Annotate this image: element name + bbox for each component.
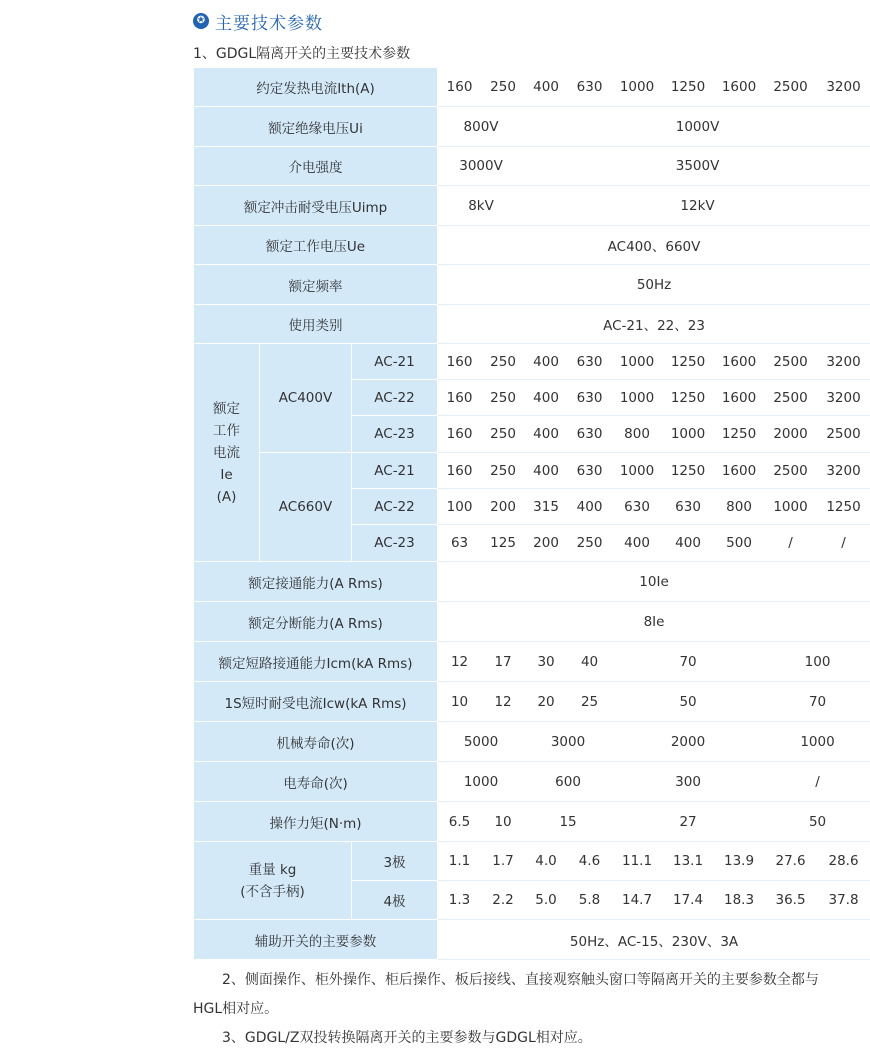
table-row [194,107,870,147]
table-cell: 6.5 [438,802,482,842]
table-cell: / [765,762,870,802]
table-cell: 1000 [438,762,525,802]
table-cell: 200 [525,525,568,562]
table-cell: 250 [482,68,525,107]
table-cell: 1000 [612,453,663,489]
table-cell: 400 [525,68,568,107]
row-label: 额定冲击耐受电压Uimp [194,186,438,226]
table-cell: 1000 [612,68,663,107]
table-cell: 3200 [817,68,870,107]
row-label: 额定短路接通能力Icm(kA Rms) [194,642,438,682]
table-cell: 70 [765,682,870,722]
table-cell: 630 [663,489,714,525]
table-cell: 50 [612,682,765,722]
table-cell: 37.8 [817,881,870,920]
table-cell: 1000 [663,416,714,453]
table-cell: 15 [525,802,612,842]
table-cell: 2500 [817,416,870,453]
table-cell: 5.0 [525,881,568,920]
table-cell: 400 [525,453,568,489]
table-cell: AC400、660V [438,226,870,265]
table-row [194,762,870,802]
table-cell: 2.2 [482,881,525,920]
row-label: 使用类别 [194,305,438,344]
row-label: 1S短时耐受电流Icw(kA Rms) [194,682,438,722]
table-row [194,344,870,380]
table-cell: 1250 [714,416,765,453]
table-cell: 17.4 [663,881,714,920]
category-label: AC-22 [352,489,438,525]
table-cell: 3000V [438,147,525,186]
table-cell: 20 [525,682,568,722]
row-label: 额定绝缘电压Ui [194,107,438,147]
table-cell: 11.1 [612,842,663,881]
table-cell: 400 [525,380,568,416]
table-cell: AC-21、22、23 [438,305,870,344]
table-row [194,453,870,489]
row-label: 电寿命(次) [194,762,438,802]
table-cell: 160 [438,68,482,107]
table-cell: 630 [568,380,612,416]
table-cell: 70 [612,642,765,682]
weight-label: 重量 kg (不含手柄) [194,842,352,920]
table-cell: 12 [438,642,482,682]
table-row [194,842,870,881]
table-cell: 10 [438,682,482,722]
category-label: AC-21 [352,453,438,489]
table-cell: 28.6 [817,842,870,881]
section-header [193,9,323,33]
table-cell: 200 [482,489,525,525]
table-row [194,602,870,642]
row-label: 辅助开关的主要参数 [194,920,438,960]
table-cell: 10Ie [438,562,870,602]
table-cell: 800 [612,416,663,453]
table-cell: 4.6 [568,842,612,881]
table-cell: 2000 [612,722,765,762]
row-label: 操作力矩(N·m) [194,802,438,842]
table-cell: 1250 [663,344,714,380]
table-cell: 3500V [525,147,870,186]
table-cell: 3000 [525,722,612,762]
table-cell: 50Hz [438,265,870,305]
table-cell: 1600 [714,344,765,380]
table-cell: 12 [482,682,525,722]
table-cell: 2500 [765,380,817,416]
table-cell: 13.9 [714,842,765,881]
table-cell: 1000 [612,344,663,380]
table-cell: 30 [525,642,568,682]
pole-label: 3极 [352,842,438,881]
table-cell: 160 [438,344,482,380]
table-cell: 12kV [525,186,870,226]
table-cell: 400 [612,525,663,562]
table-cell: 1250 [663,453,714,489]
table-cell: 500 [714,525,765,562]
note-2-line-1: 2、侧面操作、柜外操作、柜后操作、板后接线、直接观察触头窗口等隔离开关的主要参数全都与 [222,972,819,988]
ie-label: 额定 工作 电流 Ie (A) [194,344,260,562]
table-cell: 5.8 [568,881,612,920]
table-cell: 1600 [714,68,765,107]
row-label: 额定分断能力(A Rms) [194,602,438,642]
table-row [194,226,870,265]
pole-label: 4极 [352,881,438,920]
table-cell: 250 [482,344,525,380]
table-cell: 13.1 [663,842,714,881]
table-cell: 800 [714,489,765,525]
table-cell: 100 [438,489,482,525]
table-row [194,920,870,960]
table-cell: 63 [438,525,482,562]
table-cell: 3200 [817,344,870,380]
table-cell: 100 [765,642,870,682]
table-row [194,642,870,682]
table-row [194,802,870,842]
table-caption: 1、GDGL隔离开关的主要技术参数 [193,46,411,62]
table-cell: 18.3 [714,881,765,920]
table-cell: 40 [568,642,612,682]
table-cell: 10 [482,802,525,842]
table-cell: / [765,525,817,562]
table-row [194,682,870,722]
table-cell: 2500 [765,453,817,489]
table-cell: 1.1 [438,842,482,881]
table-cell: 400 [663,525,714,562]
table-cell: 1000V [525,107,870,147]
table-cell: 160 [438,416,482,453]
table-cell: 630 [568,416,612,453]
table-cell: 300 [612,762,765,802]
table-cell: 36.5 [765,881,817,920]
row-label: 额定频率 [194,265,438,305]
table-cell: 400 [568,489,612,525]
table-cell: 1250 [663,68,714,107]
table-row [194,562,870,602]
table-cell: 400 [525,416,568,453]
table-cell: 400 [525,344,568,380]
table-cell: 1.7 [482,842,525,881]
table-cell: 3200 [817,380,870,416]
table-cell: 1.3 [438,881,482,920]
table-row [194,68,870,107]
row-label: 机械寿命(次) [194,722,438,762]
note-3: 3、GDGL/Z双投转换隔离开关的主要参数与GDGL相对应。 [222,1030,592,1046]
category-label: AC-23 [352,416,438,453]
table-cell: 1000 [765,489,817,525]
table-cell: 50 [765,802,870,842]
table-cell: 1250 [663,380,714,416]
table-cell: 630 [568,344,612,380]
table-cell: 8kV [438,186,525,226]
row-label: 介电强度 [194,147,438,186]
row-label: 额定接通能力(A Rms) [194,562,438,602]
table-cell: 4.0 [525,842,568,881]
table-cell: 8Ie [438,602,870,642]
table-cell: 14.7 [612,881,663,920]
voltage-label: AC400V [260,344,352,453]
category-label: AC-23 [352,525,438,562]
table-cell: 27 [612,802,765,842]
row-label: 额定工作电压Ue [194,226,438,265]
table-cell: 2500 [765,344,817,380]
note-2-line-2: HGL相对应。 [193,1001,279,1017]
table-cell: 27.6 [765,842,817,881]
table-cell: 17 [482,642,525,682]
table-cell: 250 [568,525,612,562]
table-cell: 2500 [765,68,817,107]
table-cell: 250 [482,416,525,453]
table-cell: 1000 [612,380,663,416]
table-cell: 50Hz、AC-15、230V、3A [438,920,870,960]
table-cell: 630 [612,489,663,525]
table-cell: 1250 [817,489,870,525]
table-cell: 2000 [765,416,817,453]
category-label: AC-22 [352,380,438,416]
row-label: 约定发热电流Ith(A) [194,68,438,107]
spec-table [193,67,870,960]
table-row [194,305,870,344]
table-cell: / [817,525,870,562]
table-cell: 800V [438,107,525,147]
table-cell: 160 [438,453,482,489]
table-cell: 125 [482,525,525,562]
table-cell: 250 [482,453,525,489]
table-row [194,722,870,762]
star-circle-icon: ✪ [193,13,209,29]
table-cell: 5000 [438,722,525,762]
table-cell: 1000 [765,722,870,762]
category-label: AC-21 [352,344,438,380]
table-cell: 25 [568,682,612,722]
table-row [194,186,870,226]
table-cell: 630 [568,68,612,107]
table-cell: 250 [482,380,525,416]
table-row [194,265,870,305]
table-cell: 600 [525,762,612,802]
voltage-label: AC660V [260,453,352,562]
table-cell: 160 [438,380,482,416]
table-cell: 630 [568,453,612,489]
table-cell: 1600 [714,380,765,416]
table-cell: 3200 [817,453,870,489]
section-title: 主要技术参数 [215,13,323,34]
table-cell: 315 [525,489,568,525]
table-cell: 1600 [714,453,765,489]
table-row [194,147,870,186]
